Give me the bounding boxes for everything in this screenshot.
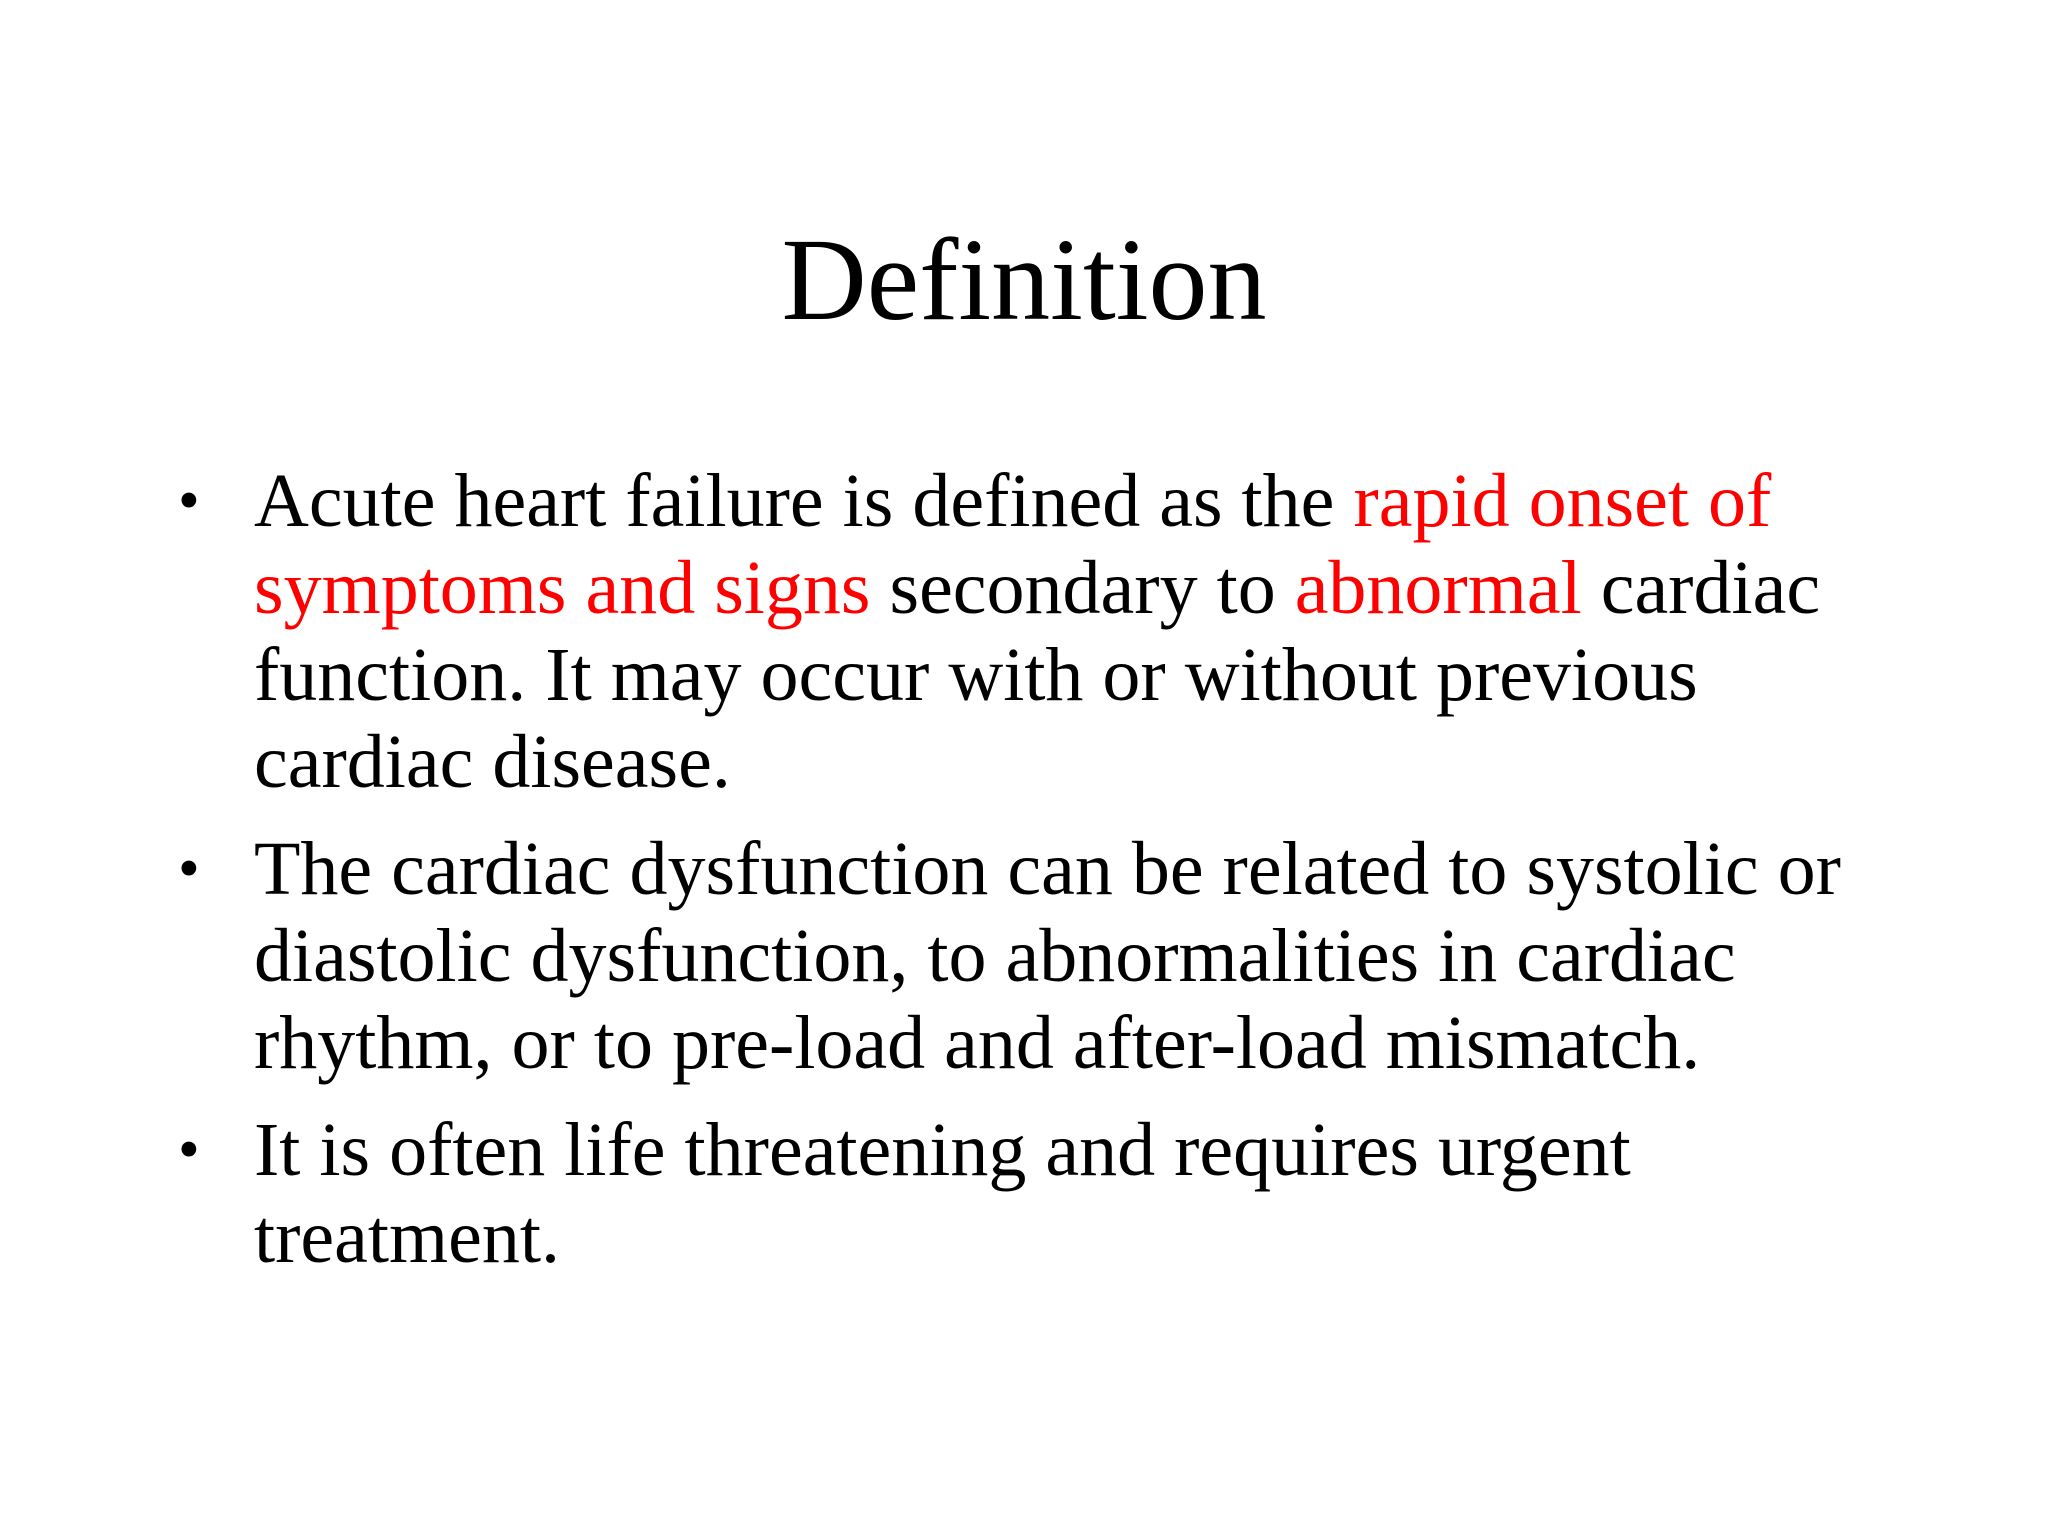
- highlighted-text-segment: abnormal: [1294, 546, 1582, 630]
- bullet-item-2: [170, 826, 1890, 1087]
- bullet-item-3: [170, 1107, 1890, 1281]
- bullet-text-segment: The cardiac dysfunction can be related to systolic or diastolic dysfunction, to abnormalities in cardiac rhythm, or to pre-load and after-load mismatch.: [254, 827, 1841, 1085]
- bullet-text-segment: Acute heart failure is defined as the: [254, 459, 1354, 543]
- bullet-text-segment: cardiac function. It may occur with or without previous cardiac disease.: [254, 546, 1821, 804]
- highlighted-text-segment: rapid onset of symptoms and signs: [254, 459, 1772, 630]
- bullet-list: [170, 458, 1890, 1301]
- bullet-text-segment: secondary to: [870, 546, 1295, 630]
- bullet-text-segment: It is often life threatening and requires urgent treatment.: [254, 1108, 1631, 1279]
- bullet-item-1: [170, 458, 1890, 806]
- bullet-marker: •: [178, 1116, 200, 1184]
- bullet-marker: •: [178, 835, 200, 903]
- bullet-marker: •: [178, 467, 200, 535]
- slide-title: Definition: [781, 214, 1267, 345]
